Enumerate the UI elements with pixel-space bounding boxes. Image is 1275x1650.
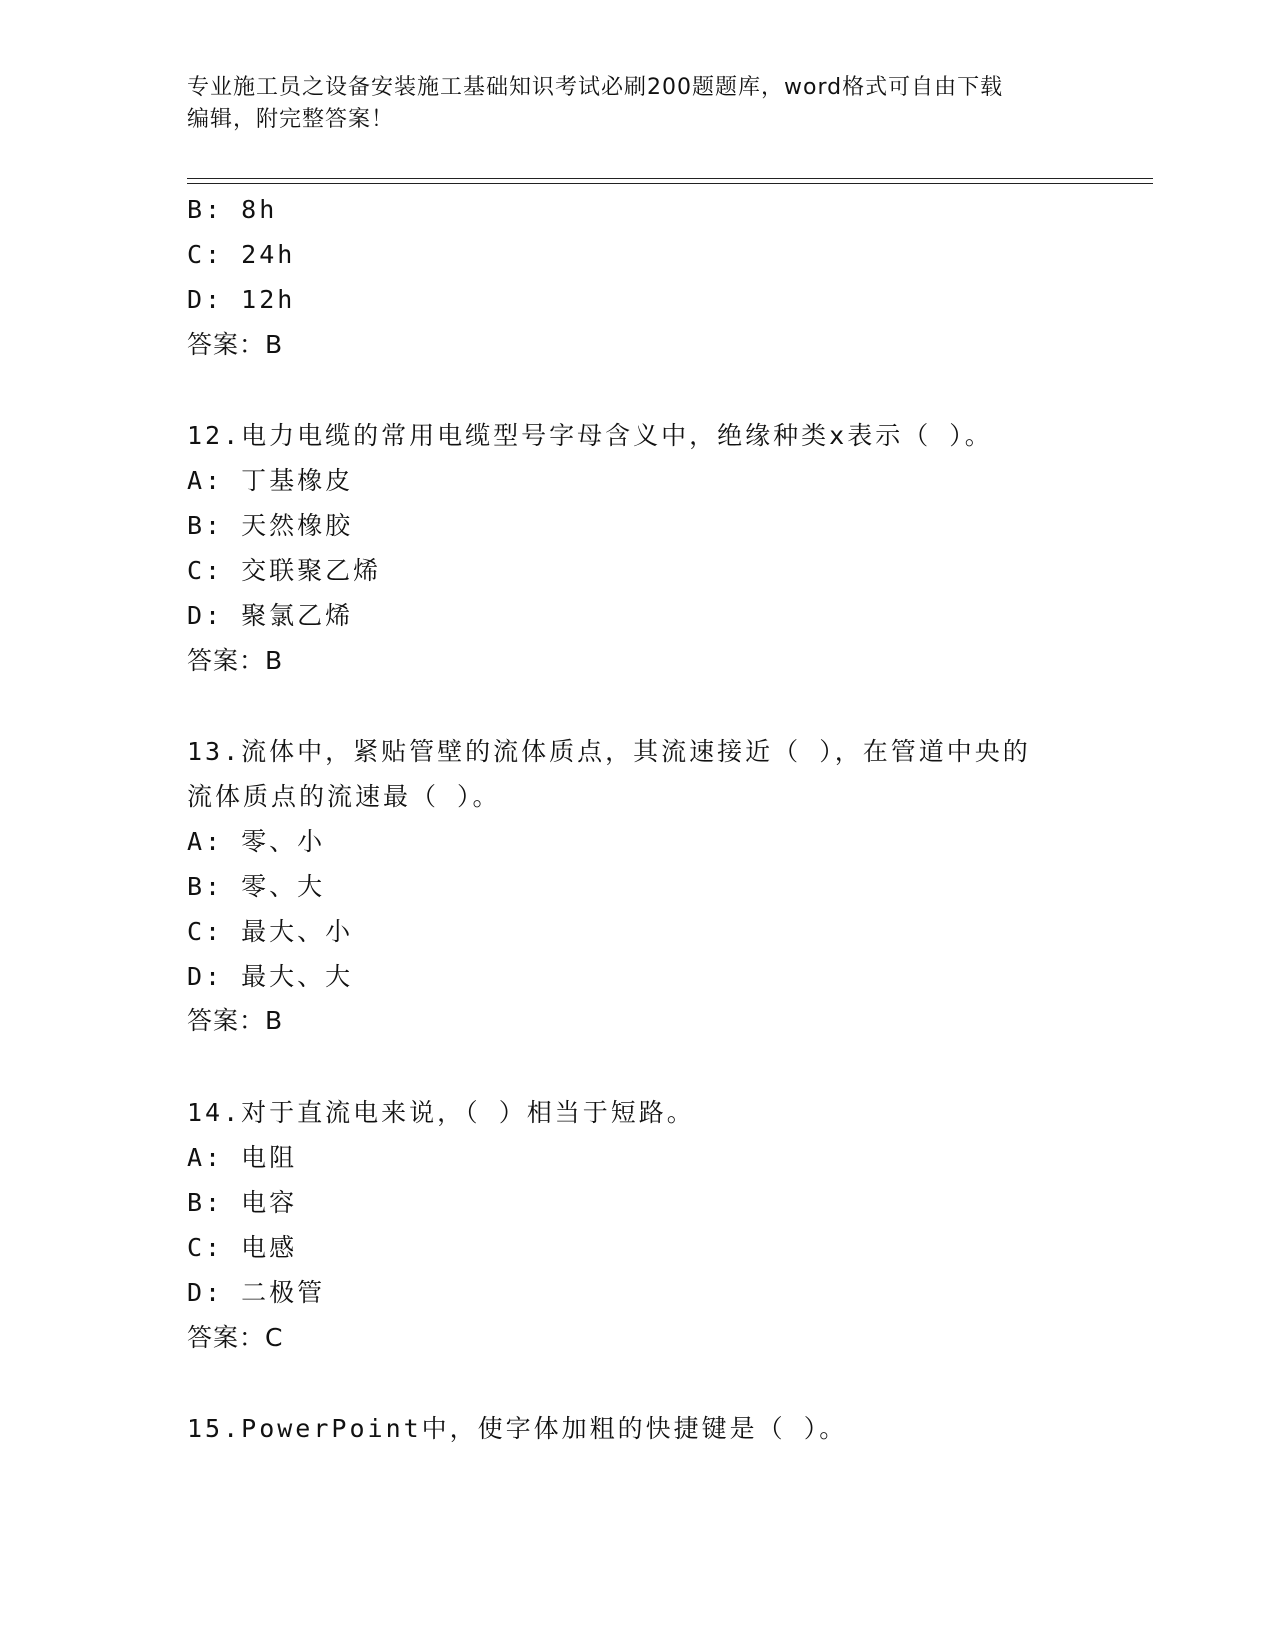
q13-option-b: B: 零、大 bbox=[187, 872, 326, 901]
q14-question: 14.对于直流电来说，（ ）相当于短路。 bbox=[187, 1098, 695, 1127]
q11-answer: 答案：B bbox=[187, 330, 284, 359]
q13-option-a: A: 零、小 bbox=[187, 827, 326, 856]
q15-question: 15.PowerPoint中，使字体加粗的快捷键是（ ）。 bbox=[187, 1414, 848, 1443]
q11-option-b: B: 8h bbox=[187, 195, 278, 224]
q13-question-line-1: 13.流体中，紧贴管壁的流体质点，其流速接近（ ），在管道中央的 bbox=[187, 737, 1031, 766]
q12-option-c: C: 交联聚乙烯 bbox=[187, 556, 382, 585]
q13-question-line-2: 流体质点的流速最（ ）。 bbox=[187, 782, 501, 811]
q13-option-c: C: 最大、小 bbox=[187, 917, 354, 946]
q14-option-c: C: 电感 bbox=[187, 1233, 298, 1262]
q14-option-b: B: 电容 bbox=[187, 1188, 298, 1217]
q14-option-a: A: 电阻 bbox=[187, 1143, 298, 1172]
q12-option-a: A: 丁基橡皮 bbox=[187, 466, 354, 495]
q13-answer: 答案：B bbox=[187, 1006, 284, 1035]
q12-option-d: D: 聚氯乙烯 bbox=[187, 601, 354, 630]
header-line-2: 编辑，附完整答案！ bbox=[187, 107, 395, 132]
q11-option-c: C: 24h bbox=[187, 240, 296, 269]
q12-answer: 答案：B bbox=[187, 646, 284, 675]
q14-answer: 答案：C bbox=[187, 1323, 284, 1352]
q12-option-b: B: 天然橡胶 bbox=[187, 511, 354, 540]
q11-option-d: D: 12h bbox=[187, 285, 296, 314]
header-rule-bottom bbox=[187, 183, 1153, 184]
page-header bbox=[187, 72, 1067, 136]
q14-option-d: D: 二极管 bbox=[187, 1278, 326, 1307]
header-rule-top bbox=[187, 178, 1153, 179]
q13-option-d: D: 最大、大 bbox=[187, 962, 354, 991]
header-line-1: 专业施工员之设备安装施工基础知识考试必刷200题题库，word格式可自由下载 bbox=[187, 75, 1004, 100]
q12-question: 12.电力电缆的常用电缆型号字母含义中，绝缘种类x表示（ ）。 bbox=[187, 421, 993, 450]
